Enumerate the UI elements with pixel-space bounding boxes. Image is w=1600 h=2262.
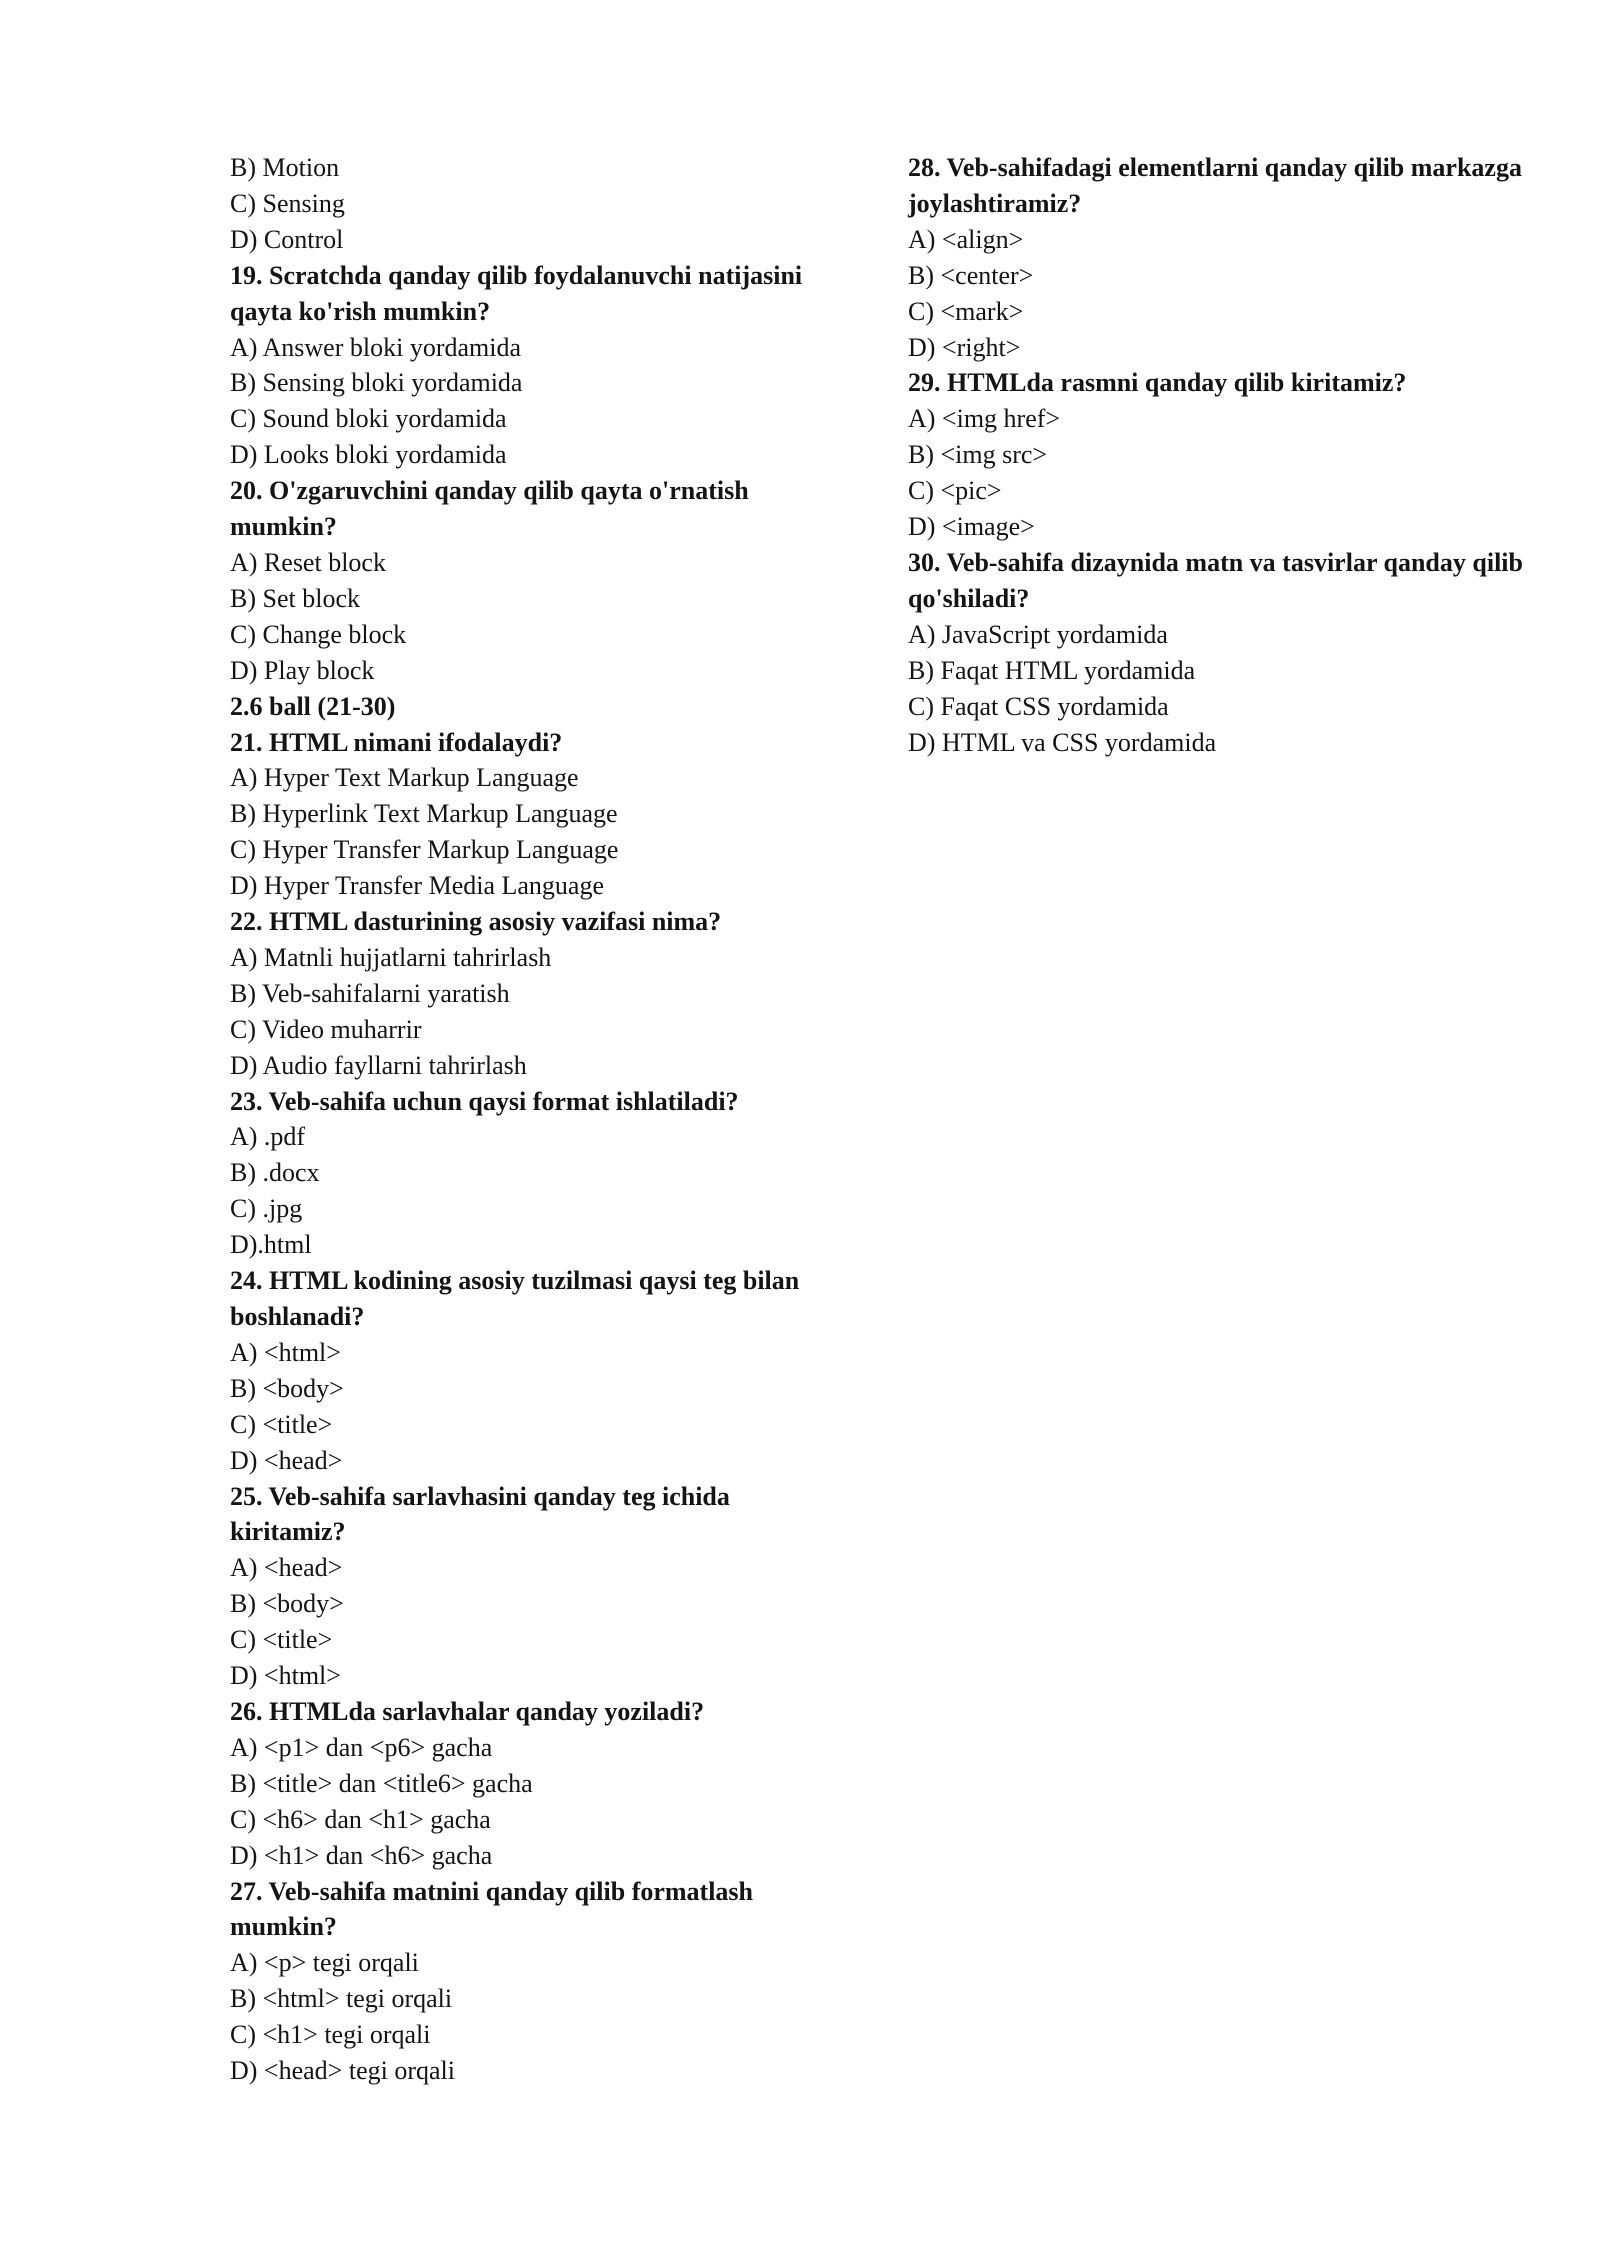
section-heading: 2.6 ball (21-30)	[230, 691, 396, 721]
left-column	[230, 150, 810, 2089]
answer-option: B) <html> tegi orqali	[230, 1984, 453, 2014]
answer-option: C) <h1> tegi orqali	[230, 2020, 431, 2050]
right-column	[908, 150, 1528, 760]
question-18-continued	[230, 150, 810, 258]
question-23	[230, 1084, 810, 1264]
answer-option: A) Hyper Text Markup Language	[230, 763, 579, 793]
answer-option: D) <head> tegi orqali	[230, 2056, 455, 2086]
answer-option: A) Reset block	[230, 547, 386, 577]
answer-option: B) Hyperlink Text Markup Language	[230, 799, 618, 829]
answer-option: D) HTML va CSS yordamida	[908, 727, 1217, 757]
question-text: 29. HTMLda rasmni qanday qilib kiritamiz?	[908, 368, 1407, 398]
answer-option: D) Control	[230, 224, 344, 254]
answer-option: B) <body>	[230, 1589, 344, 1619]
answer-option: D) <image>	[908, 512, 1035, 542]
answer-option: A) <img href>	[908, 404, 1061, 434]
question-28	[908, 150, 1528, 365]
answer-option: B) Set block	[230, 583, 360, 613]
answer-option: D) <head>	[230, 1445, 343, 1475]
answer-option: C) <h6> dan <h1> gacha	[230, 1804, 491, 1834]
answer-option: B) .docx	[230, 1158, 320, 1188]
question-text: 25. Veb-sahifa sarlavhasini qanday teg ichida kiritamiz?	[230, 1481, 730, 1547]
question-text: 27. Veb-sahifa matnini qanday qilib formatlash mumkin?	[230, 1876, 754, 1942]
answer-option: C) <title>	[230, 1625, 333, 1655]
answer-option: D).html	[230, 1230, 312, 1260]
answer-option: B) <title> dan <title6> gacha	[230, 1768, 533, 1798]
answer-option: A) <head>	[230, 1553, 343, 1583]
answer-option: A) <p1> dan <p6> gacha	[230, 1732, 493, 1762]
answer-option: B) <body>	[230, 1373, 344, 1403]
answer-option: C) Sensing	[230, 188, 345, 218]
answer-option: D) Looks bloki yordamida	[230, 440, 507, 470]
answer-option: A) <html>	[230, 1337, 341, 1367]
answer-option: C) Change block	[230, 619, 407, 649]
answer-option: B) Sensing bloki yordamida	[230, 368, 523, 398]
answer-option: A) Matnli hujjatlarni tahrirlash	[230, 942, 552, 972]
answer-option: A) JavaScript yordamida	[908, 619, 1168, 649]
question-text: 22. HTML dasturining asosiy vazifasi nima?	[230, 907, 722, 937]
question-text: 26. HTMLda sarlavhalar qanday yoziladi?	[230, 1696, 705, 1726]
answer-option: C) <pic>	[908, 476, 1002, 506]
answer-option: A) Answer bloki yordamida	[230, 332, 522, 362]
answer-option: D) Audio fayllarni tahrirlash	[230, 1050, 527, 1080]
answer-option: C) <mark>	[908, 296, 1024, 326]
question-text: 28. Veb-sahifadagi elementlarni qanday qilib markazga joylashtiramiz?	[908, 153, 1522, 218]
question-21	[230, 725, 810, 905]
answer-option: B) Veb-sahifalarni yaratish	[230, 978, 510, 1008]
answer-option: C) .jpg	[230, 1194, 303, 1224]
answer-option: C) Video muharrir	[230, 1014, 422, 1044]
answer-option: C) Sound bloki yordamida	[230, 404, 507, 434]
question-text: 20. O'zgaruvchini qanday qilib qayta o'rnatish mumkin?	[230, 476, 749, 542]
question-29	[908, 365, 1528, 545]
answer-option: D) Hyper Transfer Media Language	[230, 871, 605, 901]
question-30	[908, 545, 1528, 760]
question-text: 30. Veb-sahifa dizaynida matn va tasvirlar qanday qilib qo'shiladi?	[908, 547, 1523, 613]
answer-option: B) <img src>	[908, 440, 1048, 470]
answer-option: C) Faqat CSS yordamida	[908, 691, 1169, 721]
question-27	[230, 1874, 810, 2089]
question-text: 24. HTML kodining asosiy tuzilmasi qaysi teg bilan boshlanadi?	[230, 1266, 800, 1331]
answer-option: C) <title>	[230, 1409, 333, 1439]
answer-option: C) Hyper Transfer Markup Language	[230, 835, 619, 865]
question-25	[230, 1479, 810, 1694]
question-20	[230, 473, 810, 688]
question-22	[230, 904, 810, 1084]
answer-option: A) <p> tegi orqali	[230, 1948, 419, 1978]
question-text: 21. HTML nimani ifodalaydi?	[230, 727, 563, 757]
question-text: 23. Veb-sahifa uchun qaysi format ishlatiladi?	[230, 1086, 739, 1116]
question-24	[230, 1263, 810, 1478]
answer-option: B) Faqat HTML yordamida	[908, 655, 1196, 685]
answer-option: A) .pdf	[230, 1122, 306, 1152]
answer-option: A) <align>	[908, 224, 1024, 254]
answer-option: D) Play block	[230, 655, 375, 685]
answer-option: D) <html>	[230, 1661, 341, 1691]
answer-option: D) <right>	[908, 332, 1021, 362]
question-26	[230, 1694, 810, 1874]
question-text: 19. Scratchda qanday qilib foydalanuvchi natijasini qayta ko'rish mumkin?	[230, 260, 803, 326]
answer-option: B) Motion	[230, 153, 340, 182]
answer-option: D) <h1> dan <h6> gacha	[230, 1840, 493, 1870]
question-19	[230, 258, 810, 473]
answer-option: B) <center>	[908, 260, 1034, 290]
